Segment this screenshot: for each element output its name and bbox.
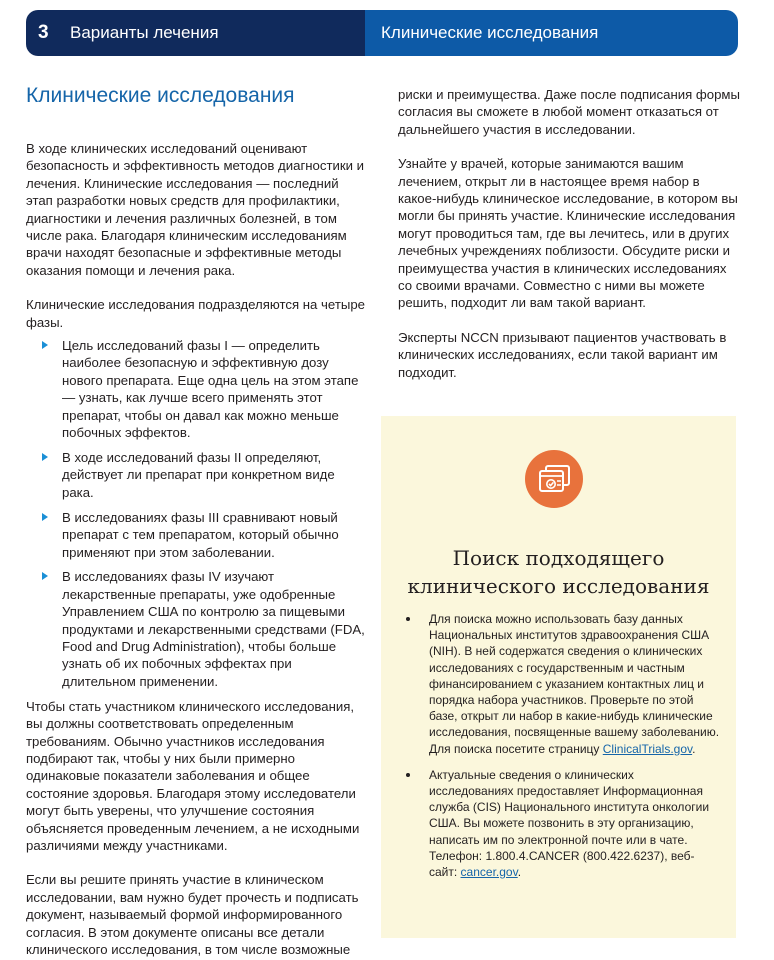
list-item: Актуальные сведения о клинических исследованиях предоставляет Информационная служба (CIS) Национального института онкологии США. Вы можете позвонить в эту организацию, написать им по электронной почте или в чате. Телефон: 1.800.4.CANCER (800.422.6237), веб-сайт: cancer.gov. bbox=[403, 767, 721, 880]
find-trial-callout bbox=[381, 416, 736, 938]
clipboard-check-icon bbox=[525, 450, 583, 508]
list-item: В исследованиях фазы IV изучают лекарственные препараты, уже одобренные Управлением США по контролю за пищевыми продуктами и лекарственными средствами (FDA, Food and Drug Administration), чтобы больше узнать об их побочных эффектах при длительном применении. bbox=[26, 568, 366, 690]
ask-doctors-paragraph: Узнайте у врачей, которые занимаются вашим лечением, открыт ли в настоящее время набор в какое-нибудь клиническое исследование, в котором вы могли бы принять участие. Клинические исследования могут проводиться там, где вы лечитесь, или в других лечебных учреждениях поблизости. Обсудите риски и преимущества участия в клинических исследованиях со своими врачами. Совместно с ними вы можете решить, подходит ли вам такой вариант. bbox=[398, 156, 738, 311]
eligibility-paragraph: Чтобы стать участником клинического исследования, вы должны соответствовать определенным требованиям. Обычно участников исследования подбирают так, чтобы у них были примерно одинаковые показатели заболевания и общее состояние здоровья. Благодаря этому исследователи могут быть уверены, что улучшение состояния объясняется проведенным лечением, а не исходными различиями между участниками. bbox=[26, 698, 360, 854]
chapter-title: Варианты лечения bbox=[70, 23, 219, 42]
right-column bbox=[398, 86, 740, 381]
consent-continued-paragraph: риски и преимущества. Даже после подписания формы согласия вы сможете в любой момент отказаться от дальнейшего участия в исследовании. bbox=[398, 87, 740, 137]
section-header: Клинические исследования bbox=[365, 10, 738, 56]
chapter-number: 3 bbox=[38, 22, 49, 43]
nccn-paragraph: Эксперты NCCN призывают пациентов участвовать в клинических исследованиях, если такой вариант им подходит. bbox=[398, 329, 727, 380]
chapter-header-left bbox=[26, 10, 365, 56]
chapter-header bbox=[26, 10, 738, 56]
list-item: Для поиска можно использовать базу данных Национальных институтов здравоохранения США (NIH). В ней содержатся сведения о клинических исследованиях с государственным и частным финансированием с указанием контактных лиц и порядка набора участников. Проверьте по этой базе, открыт ли набор в какие-нибудь клинические исследования, посвященные вашему заболеванию. Для поиска посетите страницу ClinicalTrials.gov. bbox=[403, 611, 721, 757]
phases-intro-paragraph: Клинические исследования подразделяются на четыре фазы. bbox=[26, 297, 366, 330]
callout-title: Поиск подходящего клинического исследования bbox=[407, 546, 710, 598]
list-item: Цель исследований фазы I — определить наиболее безопасную и эффективную дозу нового препарата. Еще одна цель на этом этапе — узнать, как лучше всего применять этот препарат, чтобы он давал как можно меньше побочных эффектов. bbox=[26, 337, 366, 441]
list-item: В ходе исследований фазы II определяют, действует ли препарат при конкретном виде рака. bbox=[26, 449, 366, 501]
chevron-right-icon bbox=[42, 513, 48, 521]
phases-list bbox=[26, 337, 366, 690]
clinicaltrials-link[interactable]: ClinicalTrials.gov bbox=[602, 741, 693, 756]
bullet-icon bbox=[406, 773, 410, 777]
callout-list bbox=[403, 611, 721, 890]
chevron-right-icon bbox=[42, 341, 48, 349]
consent-paragraph: Если вы решите принять участие в клиническом исследовании, вам нужно будет прочесть и подписать документ, называемый формой информированного согласия. В этом документе описаны все детали клинического исследования, в том числе возможные bbox=[26, 872, 359, 958]
cancer-gov-link[interactable]: cancer.gov bbox=[460, 865, 518, 880]
chevron-right-icon bbox=[42, 453, 48, 461]
intro-paragraph: В ходе клинических исследований оценивают безопасность и эффективность методов диагностики и лечения. Клинические исследования — последний этап разработки новых средств для профилактики, диагностики и лечения различных болезней, в том числе рака. Благодаря клиническим исследованиям врачи находят безопасные и эффективные методы оказания помощи и лечения рака. bbox=[26, 141, 365, 278]
list-item: В исследованиях фазы III сравнивают новый препарат с тем препаратом, который обычно применяют при этом заболевании. bbox=[26, 509, 366, 561]
bullet-icon bbox=[406, 617, 410, 621]
chevron-right-icon bbox=[42, 572, 48, 580]
left-column bbox=[26, 82, 366, 958]
page-title: Клинические исследования bbox=[26, 84, 295, 107]
